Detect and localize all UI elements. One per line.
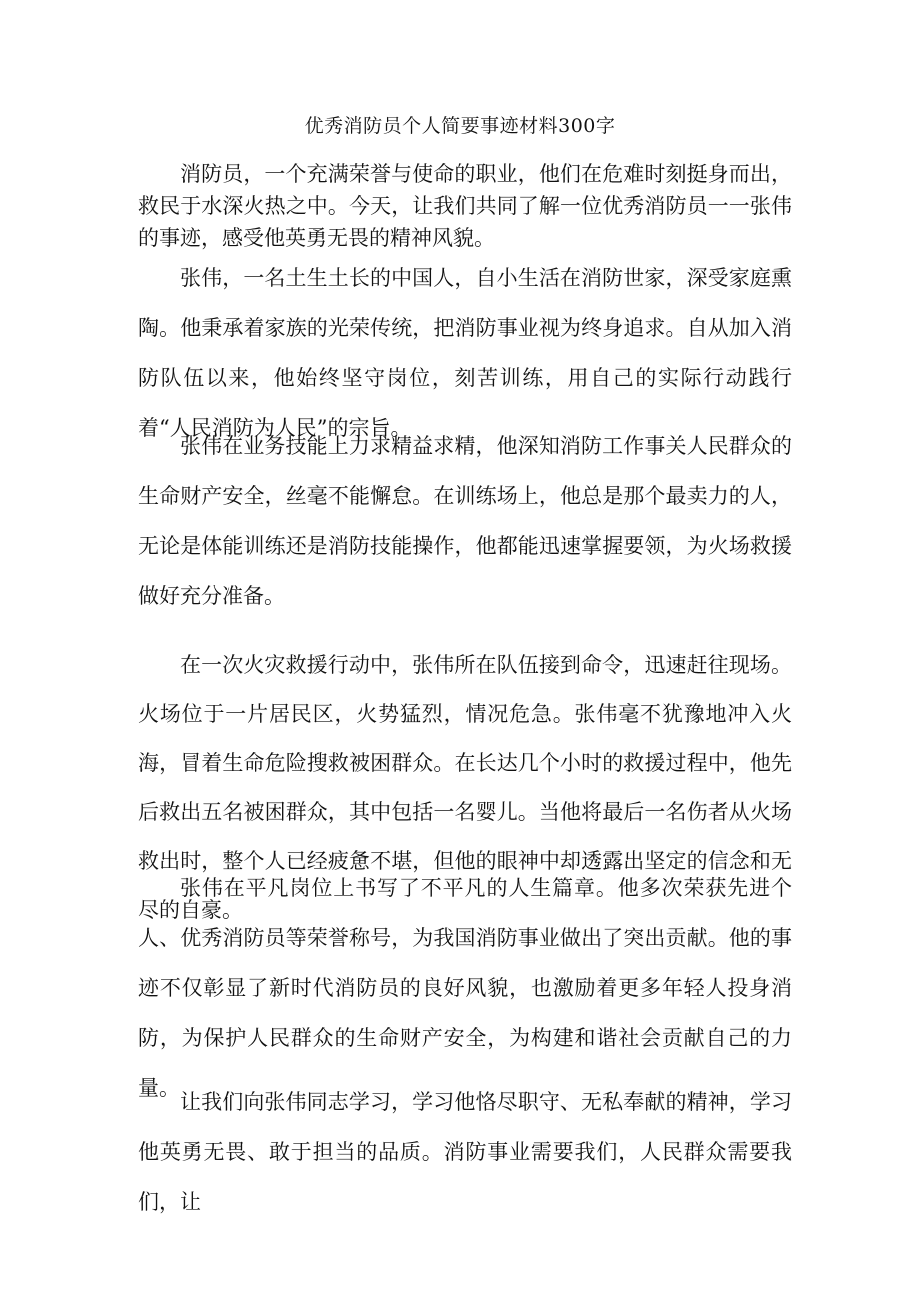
paragraph-rescue: 在一次火灾救援行动中，张伟所在队伍接到命令，迅速赶往现场。火场位于一片居民区，火势猛烈，情况危急。张伟毫不犹豫地冲入火海，冒着生命危险搜救被困群众。在长达几个小时的救援过程中，他先后救出五名被困群众，其中包括一名婴儿。当他将最后一名伤者从火场救出时，整个人已经疲惫不堪，但他的眼神中却透露出坚定的信念和无尽的自豪。 [138,653,792,922]
paragraph-background: 张伟，一名土生土长的中国人，自小生活在消防世家，深受家庭熏陶。他秉承着家族的光荣传统，把消防事业视为终身追求。自从加入消防队伍以来，他始终坚守岗位，刻苦训练，用自己的实际行动践行着“人民消防为人民”的宗旨。 [138,266,792,440]
paragraph-closing: 让我们向张伟同志学习，学习他恪尽职守、无私奉献的精神，学习他英勇无畏、敢于担当的品质。消防事业需要我们，人民群众需要我们，让 [138,1090,792,1214]
paragraph-skills: 张伟在业务技能上力求精益求精，他深知消防工作事关人民群众的生命财产安全，丝毫不能懈怠。在训练场上，他总是那个最卖力的人，无论是体能训练还是消防技能操作，他都能迅速掌握要领，为火场救援做好充分准备。 [138,434,792,608]
paragraph-honors: 张伟在平凡岗位上书写了不平凡的人生篇章。他多次荣获先进个人、优秀消防员等荣誉称号，为我国消防事业做出了突出贡献。他的事迹不仅彰显了新时代消防员的良好风貌，也激励着更多年轻人投身消防，为保护人民群众的生命财产安全，为构建和谐社会贡献自己的力量。 [138,876,792,1100]
paragraph-intro: 消防员，一个充满荣誉与使命的职业，他们在危难时刻挺身而出，救民于水深火热之中。今天，让我们共同了解一位优秀消防员一一张伟的事迹，感受他英勇无畏的精神风貌。 [138,162,792,250]
document-title: 优秀消防员个人简要事迹材料300字 [304,115,616,137]
